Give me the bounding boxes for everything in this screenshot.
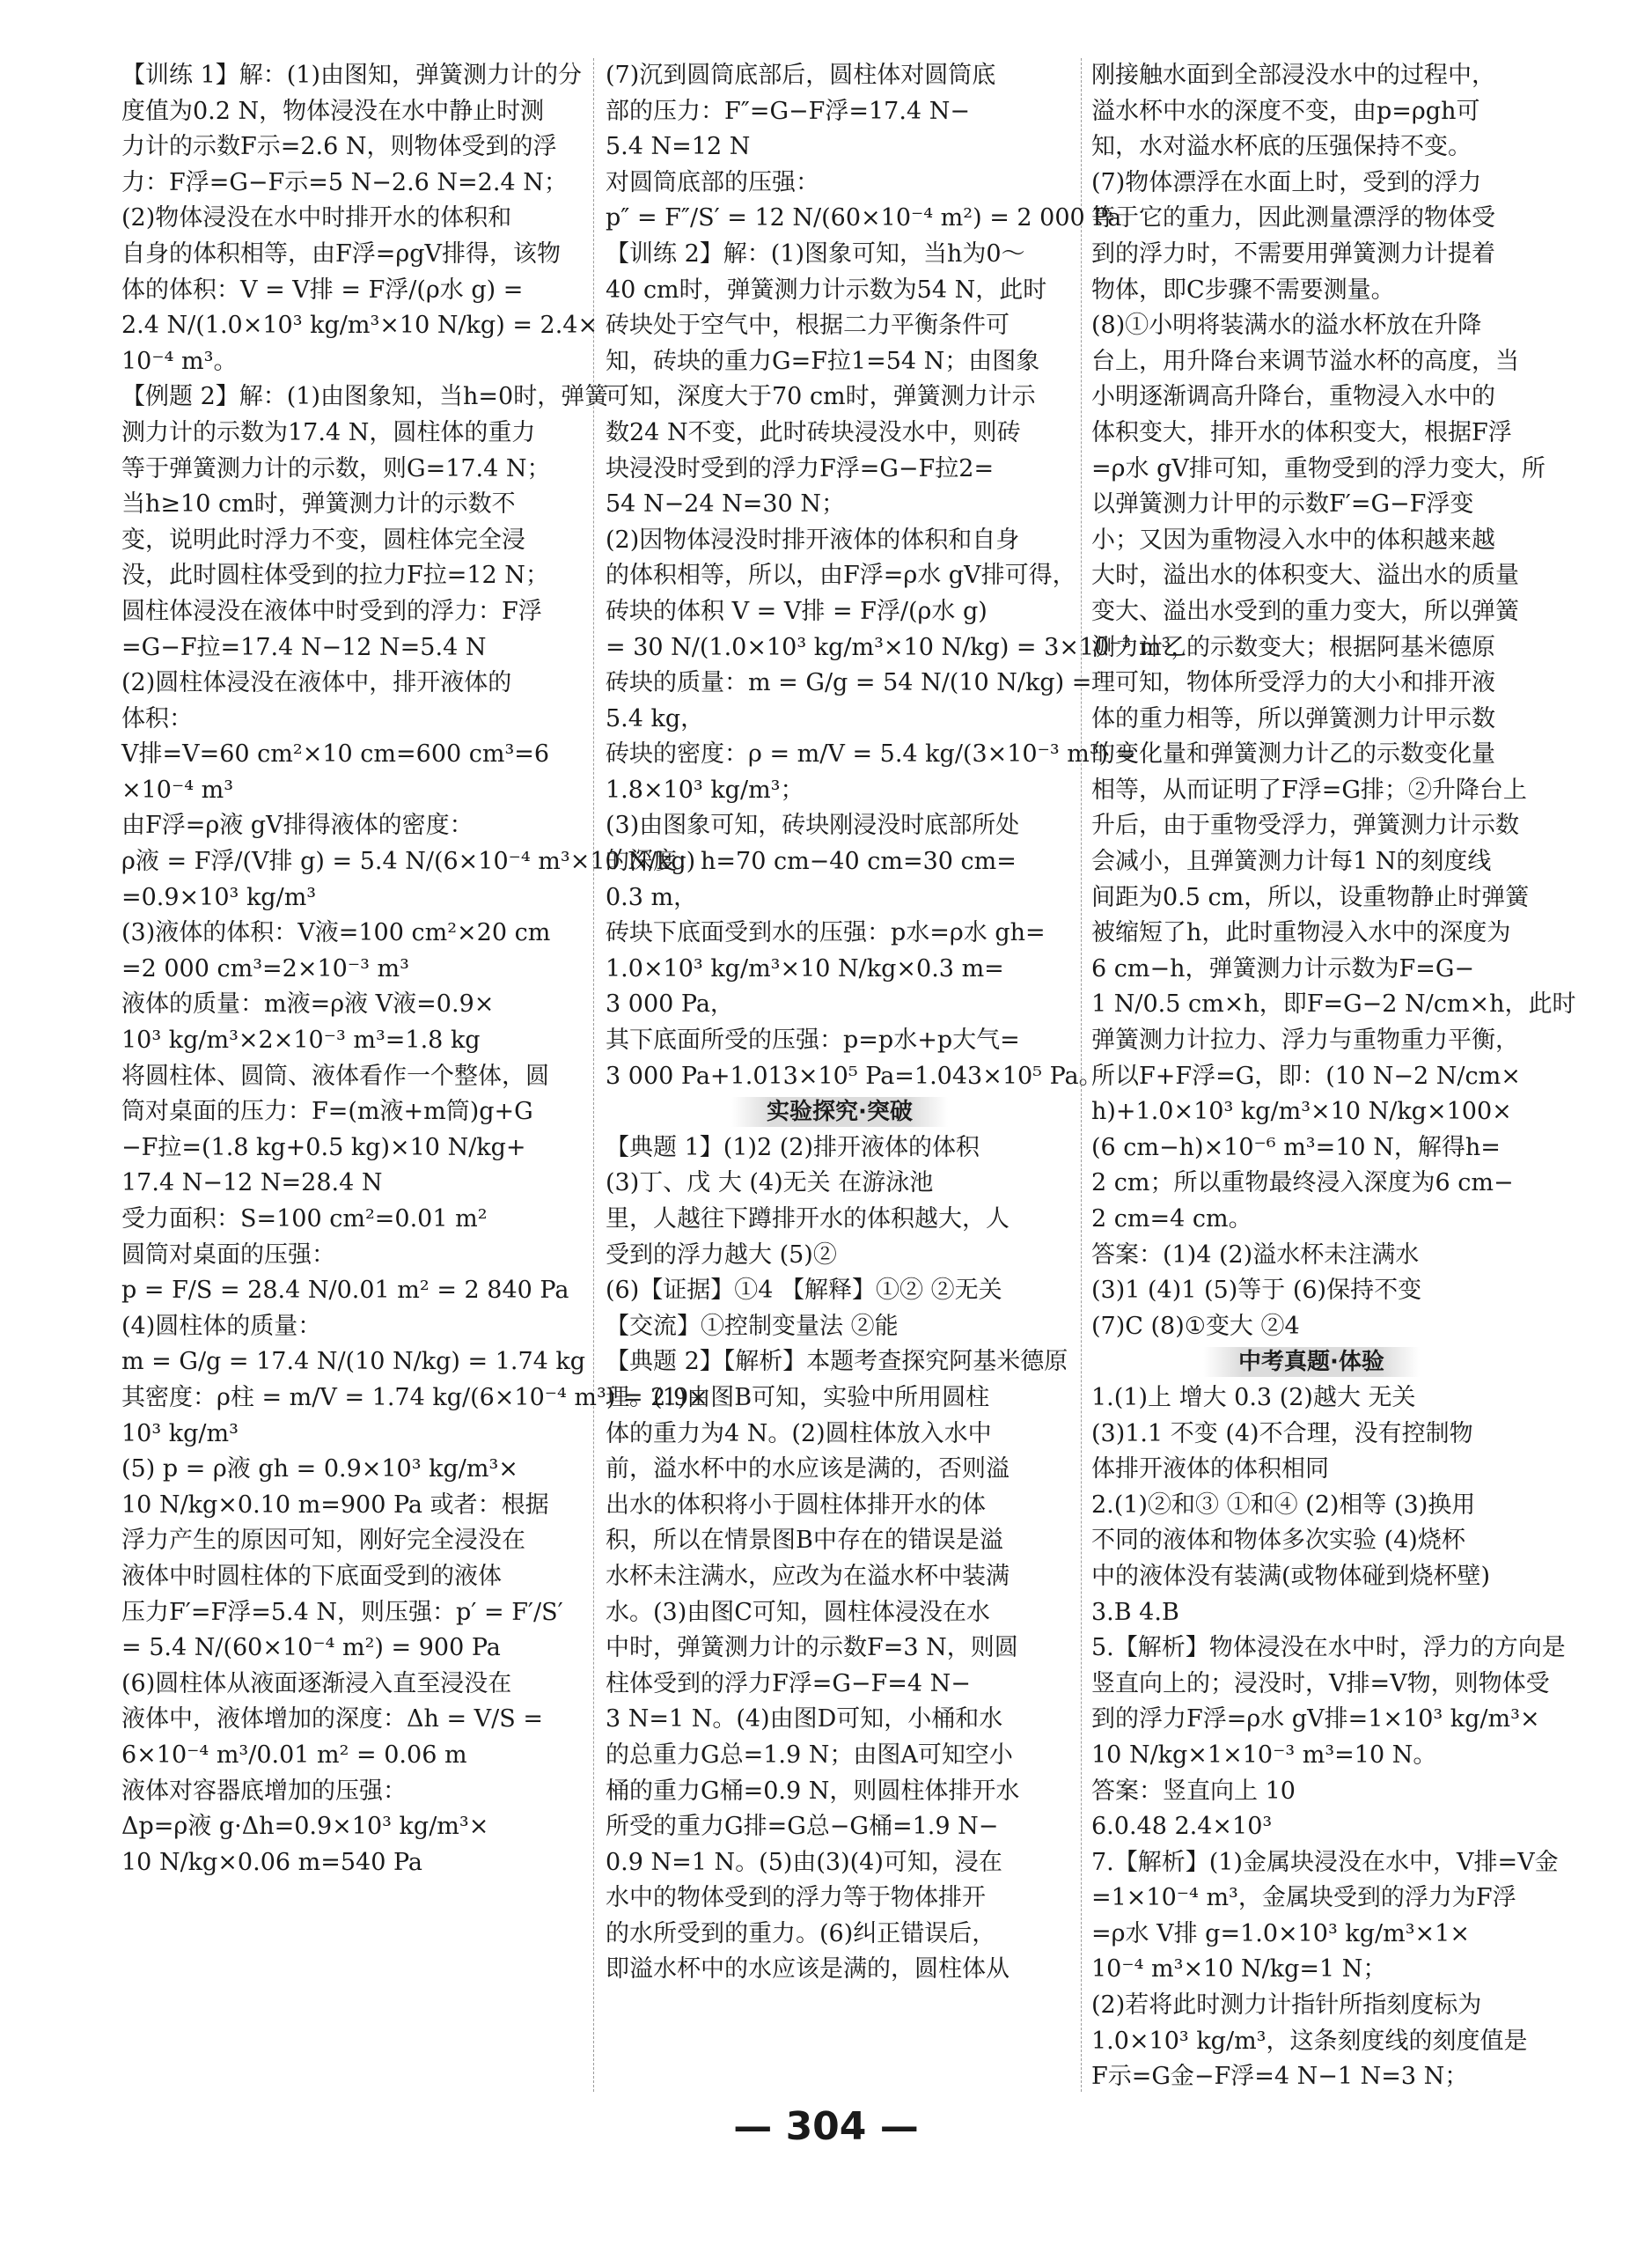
text-line: (2)若将此时测力计指针所指刻度标为 xyxy=(1091,1991,1482,2020)
section-header-exam xyxy=(1091,1344,1531,1380)
text-line: 54 N−24 N=30 N； xyxy=(606,490,845,519)
column-3-exam-answers xyxy=(1091,1380,1566,2095)
text-line: 升后，由于重物受浮力，弹簧测力计示数 xyxy=(1091,812,1519,840)
text-line: 5.4 kg， xyxy=(606,704,705,732)
text-line: 中时，弹簧测力计的示数F=3 N，则圆 xyxy=(606,1634,1018,1662)
text-line: ×10⁻⁴ m³ xyxy=(121,776,234,804)
text-line: 砖块处于空气中，根据二力平衡条件可 xyxy=(606,312,1010,340)
text-line: 1.0×10³ kg/m³，这条刻度线的刻度值是 xyxy=(1091,2027,1528,2055)
text-line: 圆柱体浸没在液体中时受到的浮力：F浮 xyxy=(121,597,542,625)
text-line: 10³ kg/m³ xyxy=(121,1419,239,1447)
text-line: (8)①小明将装满水的溢水杯放在升降 xyxy=(1091,312,1482,340)
text-line: 所受的重力G排=G总−G桶=1.9 N− xyxy=(606,1813,999,1841)
text-line: (3)由图象可知，砖块刚浸没时底部所处 xyxy=(606,812,1020,840)
text-line: 变，说明此时浮力不变，圆柱体完全浸 xyxy=(121,526,525,554)
text-line: 答案：竖直向上 10 xyxy=(1091,1777,1296,1805)
text-line: 的水所受到的重力。(6)纠正错误后， xyxy=(606,1919,996,1947)
text-line: 10⁻⁴ m³。 xyxy=(121,347,238,375)
text-line: 知，砖块的重力G=F拉1=54 N；由图象 xyxy=(606,347,1040,375)
text-line: = 5.4 N/(60×10⁻⁴ m²) = 900 Pa xyxy=(121,1634,501,1662)
section-title-exam: 中考真题·体验 xyxy=(1203,1347,1420,1377)
text-line: 竖直向上的；浸没时，V排=V物，则物体受 xyxy=(1091,1669,1550,1697)
text-line: (3)1 (4)1 (5)等于 (6)保持不变 xyxy=(1091,1277,1422,1305)
text-line: (4)圆柱体的质量： xyxy=(121,1312,322,1340)
text-line: 柱体受到的浮力F浮=G−F=4 N− xyxy=(606,1669,971,1697)
text-line: 水中的物体受到的浮力等于物体排开 xyxy=(606,1884,986,1912)
column-2-solutions xyxy=(606,58,1195,1094)
text-line: h)+1.0×10³ kg/m³×10 N/kg×100× xyxy=(1091,1098,1512,1126)
text-line: 不同的液体和物体多次实验 (4)烧杯 xyxy=(1091,1527,1465,1555)
text-line: 砖块的质量：m = G/g = 54 N/(10 N/kg) = xyxy=(606,669,1092,697)
text-line: 桶的重力G桶=0.9 N，则圆柱体排开水 xyxy=(606,1777,1020,1805)
text-line: 水。(3)由图C可知，圆柱体浸没在水 xyxy=(606,1598,990,1626)
text-line: 10 N/kg×0.06 m=540 Pa xyxy=(121,1848,423,1876)
text-line: 水杯未注满水，应改为在溢水杯中装满 xyxy=(606,1562,1010,1590)
text-line: 变大、溢出水受到的重力变大，所以弹簧 xyxy=(1091,597,1519,625)
column-2-experiments xyxy=(606,1130,1074,1988)
text-line: 知，水对溢水杯底的压强保持不变。 xyxy=(1091,133,1472,161)
text-line: V排=V=60 cm²×10 cm=600 cm³=6 xyxy=(121,740,550,769)
column-3 xyxy=(1091,58,1576,2095)
text-line: 液体中时圆柱体的下底面受到的液体 xyxy=(121,1562,502,1590)
text-line: (6)圆柱体从液面逐渐浸入直至浸没在 xyxy=(121,1669,512,1697)
text-line: 物体，即C步骤不需要测量。 xyxy=(1091,276,1395,304)
text-line: 体的体积：V = V排 = F浮/(ρ水 g) = xyxy=(121,276,524,304)
text-line: 等于它的重力，因此测量漂浮的物体受 xyxy=(1091,204,1495,232)
text-line: 块浸没时受到的浮力F浮=G−F拉2= xyxy=(606,454,995,482)
text-line: 7.【解析】(1)金属块浸没在水中，V排=V金 xyxy=(1091,1848,1559,1876)
text-line: 【训练 1】解：(1)由图知，弹簧测力计的分 xyxy=(121,62,583,89)
text-line: 圆筒对桌面的压强： xyxy=(121,1240,335,1269)
text-line: 到的浮力时，不需要用弹簧测力计提着 xyxy=(1091,239,1495,268)
text-line: (3)丁、戊 大 (4)无关 在游泳池 xyxy=(606,1169,934,1197)
text-line: 1.8×10³ kg/m³； xyxy=(606,776,804,804)
text-line: 1.0×10³ kg/m³×10 N/kg×0.3 m= xyxy=(606,954,1004,983)
text-line: 数24 N不变，此时砖块浸没水中，则砖 xyxy=(606,418,1021,446)
column-3-solutions xyxy=(1091,58,1576,1344)
text-line: 相等，从而证明了F浮=G排；②升降台上 xyxy=(1091,776,1527,804)
text-line: 自身的体积相等，由F浮=ρgV排得，该物 xyxy=(121,239,562,268)
text-line: 间距为0.5 cm，所以，设重物静止时弹簧 xyxy=(1091,883,1530,911)
text-line: 浮力产生的原因可知，刚好完全浸没在 xyxy=(121,1527,525,1555)
text-line: 1 N/0.5 cm×h，即F=G−2 N/cm×h，此时 xyxy=(1091,990,1576,1019)
text-line: 2.(1)②和③ ①和④ (2)相等 (3)换用 xyxy=(1091,1491,1476,1519)
text-line: 体的重力为4 N。(2)圆柱体放入水中 xyxy=(606,1419,992,1447)
text-line: 受力面积：S=100 cm²=0.01 m² xyxy=(121,1205,488,1233)
text-line: (2)圆柱体浸没在液体中，排开液体的 xyxy=(121,669,512,697)
text-line: 可知，深度大于70 cm时，弹簧测力计示 xyxy=(606,383,1036,411)
text-line: 测力计乙的示数变大；根据阿基米德原 xyxy=(1091,633,1495,661)
text-line: =2 000 cm³=2×10⁻³ m³ xyxy=(121,954,409,983)
text-line: 液体的质量：m液=ρ液 V液=0.9× xyxy=(121,990,495,1019)
text-line: 10³ kg/m³×2×10⁻³ m³=1.8 kg xyxy=(121,1027,481,1055)
text-line: 的变化量和弹簧测力计乙的示数变化量 xyxy=(1091,740,1495,769)
text-line: 所以F+F浮=G，即：(10 N−2 N/cm× xyxy=(1091,1062,1521,1090)
text-line: 刚接触水面到全部浸没水中的过程中， xyxy=(1091,62,1495,89)
text-line: 筒对桌面的压力：F=(m液+m筒)g+G xyxy=(121,1098,533,1126)
text-line: 答案：(1)4 (2)溢水杯未注满水 xyxy=(1091,1240,1420,1269)
text-line: 体积： xyxy=(121,704,193,732)
text-line: 3 N=1 N。(4)由图D可知，小桶和水 xyxy=(606,1705,1003,1733)
text-line: p = F/S = 28.4 N/0.01 m² = 2 840 Pa xyxy=(121,1277,569,1305)
text-line: 前，溢水杯中的水应该是满的，否则溢 xyxy=(606,1455,1010,1483)
text-line: 6 cm−h，弹簧测力计示数为F=G− xyxy=(1091,954,1475,983)
text-line: 出水的体积将小于圆柱体排开水的体 xyxy=(606,1491,986,1519)
text-line: 力计的示数F示=2.6 N，则物体受到的浮 xyxy=(121,133,557,161)
text-line: 其下底面所受的压强：p=p水+p大气= xyxy=(606,1027,1020,1055)
section-title-experiment: 实验探究·突破 xyxy=(731,1097,948,1127)
text-line: 17.4 N−12 N=28.4 N xyxy=(121,1169,383,1197)
text-line: 中的液体没有装满(或物体碰到烧杯壁) xyxy=(1091,1562,1491,1590)
text-line: 3 000 Pa+1.013×10⁵ Pa=1.043×10⁵ Pa。 xyxy=(606,1062,1103,1090)
text-line: (7)物体漂浮在水面上时，受到的浮力 xyxy=(1091,168,1482,196)
text-line: 理。(1)由图B可知，实验中所用圆柱 xyxy=(606,1383,990,1411)
text-line: 液体中，液体增加的深度：Δh = V/S = xyxy=(121,1705,543,1733)
page-number: — 304 — xyxy=(733,2104,919,2149)
text-line: 小；又因为重物浸入水中的体积越来越 xyxy=(1091,526,1495,554)
text-line: (7)C (8)①变大 ②4 xyxy=(1091,1312,1300,1340)
text-line: (7)沉到圆筒底部后，圆柱体对圆筒底 xyxy=(606,62,996,89)
text-line: =G−F拉=17.4 N−12 N=5.4 N xyxy=(121,633,487,661)
text-line: 砖块的体积 V = V排 = F浮/(ρ水 g) xyxy=(606,597,988,625)
text-line: ρ液 = F浮/(V排 g) = 5.4 N/(6×10⁻⁴ m³×10 N/kg) xyxy=(121,848,696,876)
text-line: (6)【证据】①4 【解释】①② ②无关 xyxy=(606,1277,1002,1305)
text-line: 力：F浮=G−F示=5 N−2.6 N=2.4 N； xyxy=(121,168,568,196)
text-line: 测力计的示数为17.4 N，圆柱体的重力 xyxy=(121,418,536,446)
text-line: (2)物体浸没在水中时排开水的体积和 xyxy=(121,204,512,232)
text-line: 弹簧测力计拉力、浮力与重物重力平衡， xyxy=(1091,1027,1519,1055)
text-line: 的深度：h=70 cm−40 cm=30 cm= xyxy=(606,848,1017,876)
text-line: 的总重力G总=1.9 N；由图A可知空小 xyxy=(606,1741,1013,1769)
text-line: 体的重力相等，所以弹簧测力计甲示数 xyxy=(1091,704,1495,732)
text-line: 大时，溢出水的体积变大、溢出水的质量 xyxy=(1091,562,1519,590)
text-line: 【交流】①控制变量法 ②能 xyxy=(606,1312,899,1340)
text-line: 砖块下底面受到水的压强：p水=ρ水 gh= xyxy=(606,919,1046,947)
text-line: 部的压力：F″=G−F浮=17.4 N− xyxy=(606,97,970,125)
text-line: =ρ水 V排 g=1.0×10³ kg/m³×1× xyxy=(1091,1919,1470,1947)
text-line: 2 cm；所以重物最终浸入深度为6 cm− xyxy=(1091,1169,1514,1197)
text-line: 会减小，且弹簧测力计每1 N的刻度线 xyxy=(1091,848,1492,876)
text-line: 没，此时圆柱体受到的拉力F拉=12 N； xyxy=(121,562,549,590)
text-line: 小明逐渐调高升降台，重物浸入水中的 xyxy=(1091,383,1495,411)
text-line: 里，人越往下蹲排开水的体积越大，人 xyxy=(606,1205,1010,1233)
text-line: = 30 N/(1.0×10³ kg/m³×10 N/kg) = 3×10⁻³ m³， xyxy=(606,633,1195,661)
text-line: 的体积相等，所以，由F浮=ρ水 gV排可得， xyxy=(606,562,1076,590)
text-line: 3 000 Pa， xyxy=(606,990,734,1019)
text-line: 理可知，物体所受浮力的大小和排开液 xyxy=(1091,669,1495,697)
text-line: 【例题 2】解：(1)由图象知，当h=0时，弹簧 xyxy=(121,383,609,411)
text-line: 以弹簧测力计甲的示数F′=G−F浮变 xyxy=(1091,490,1474,519)
text-line: 溢水杯中水的深度不变，由p=ρgh可 xyxy=(1091,97,1480,125)
text-line: 当h≥10 cm时，弹簧测力计的示数不 xyxy=(121,490,516,519)
text-line: 受到的浮力越大 (5)② xyxy=(606,1240,837,1269)
text-line: =ρ水 gV排可知，重物受到的浮力变大，所 xyxy=(1091,454,1546,482)
text-line: 将圆柱体、圆筒、液体看作一个整体，圆 xyxy=(121,1062,549,1090)
section-header-experiment xyxy=(606,1094,1074,1130)
text-line: 台上，用升降台来调节溢水杯的高度，当 xyxy=(1091,347,1519,375)
text-line: F示=G金−F浮=4 N−1 N=3 N； xyxy=(1091,2063,1469,2091)
text-line: 【训练 2】解：(1)图象可知，当h为0～ xyxy=(606,239,1025,268)
text-line: 10⁻⁴ m³×10 N/kg=1 N； xyxy=(1091,1955,1387,1984)
text-line: 5.4 N=12 N xyxy=(606,133,751,161)
text-line: Δp=ρ液 g·Δh=0.9×10³ kg/m³× xyxy=(121,1813,489,1841)
text-line: 0.9 N=1 N。(5)由(3)(4)可知，浸在 xyxy=(606,1848,1002,1876)
text-line: 即溢水杯中的水应该是满的，圆柱体从 xyxy=(606,1955,1010,1984)
text-line: 2 cm=4 cm。 xyxy=(1091,1205,1252,1233)
text-line: m = G/g = 17.4 N/(10 N/kg) = 1.74 kg xyxy=(121,1348,586,1376)
text-line: (6 cm−h)×10⁻⁶ m³=10 N，解得h= xyxy=(1091,1133,1501,1161)
text-line: 砖块的密度：ρ = m/V = 5.4 kg/(3×10⁻³ m³) = xyxy=(606,740,1136,769)
text-line: =0.9×10³ kg/m³ xyxy=(121,883,317,911)
text-line: 液体对容器底增加的压强： xyxy=(121,1777,407,1805)
text-line: 度值为0.2 N，物体浸没在水中静止时测 xyxy=(121,97,545,125)
text-line: (3)液体的体积：V液=100 cm²×20 cm xyxy=(121,919,551,947)
text-line: 40 cm时，弹簧测力计示数为54 N，此时 xyxy=(606,276,1047,304)
text-line: 积，所以在情景图B中存在的错误是溢 xyxy=(606,1527,1003,1555)
text-line: 6×10⁻⁴ m³/0.01 m² = 0.06 m xyxy=(121,1741,467,1769)
text-line: 到的浮力F浮=ρ水 gV排=1×10³ kg/m³× xyxy=(1091,1705,1540,1733)
column-divider-1 xyxy=(593,58,594,2092)
text-line: 10 N/kg×1×10⁻³ m³=10 N。 xyxy=(1091,1741,1437,1769)
text-line: −F拉=(1.8 kg+0.5 kg)×10 N/kg+ xyxy=(121,1133,526,1161)
text-line: 对圆筒底部的压强： xyxy=(606,168,819,196)
text-line: 【典题 2】【解析】本题考查探究阿基米德原 xyxy=(606,1348,1068,1376)
text-line: p″ = F″/S′ = 12 N/(60×10⁻⁴ m²) = 2 000 Pa xyxy=(606,204,1122,232)
text-line: 1.(1)上 增大 0.3 (2)越大 无关 xyxy=(1091,1383,1416,1411)
text-line: (5) p = ρ液 gh = 0.9×10³ kg/m³× xyxy=(121,1455,518,1483)
text-line: (3)1.1 不变 (4)不合理，没有控制物 xyxy=(1091,1419,1473,1447)
text-line: 被缩短了h，此时重物浸入水中的深度为 xyxy=(1091,919,1511,947)
text-line: 由F浮=ρ液 gV排得液体的密度： xyxy=(121,812,474,840)
text-line: 6.0.48 2.4×10³ xyxy=(1091,1813,1273,1841)
text-line: 10 N/kg×0.10 m=900 Pa 或者：根据 xyxy=(121,1491,549,1519)
text-line: 0.3 m， xyxy=(606,883,698,911)
text-line: 体排开液体的体积相同 xyxy=(1091,1455,1329,1483)
text-line: 等于弹簧测力计的示数，则G=17.4 N； xyxy=(121,454,551,482)
text-line: 其密度：ρ柱 = m/V = 1.74 kg/(6×10⁻⁴ m³) = 2.9× xyxy=(121,1383,709,1411)
text-line: 体积变大，排开水的体积变大，根据F浮 xyxy=(1091,418,1512,446)
text-line: 压力F′=F浮=5.4 N，则压强：p′ = F′/S′ xyxy=(121,1598,563,1626)
text-line: 【典题 1】(1)2 (2)排开液体的体积 xyxy=(606,1133,980,1161)
text-line: 2.4 N/(1.0×10³ kg/m³×10 N/kg) = 2.4× xyxy=(121,312,598,340)
text-line: =1×10⁻⁴ m³，金属块受到的浮力为F浮 xyxy=(1091,1884,1516,1912)
text-line: (2)因物体浸没时排开液体的体积和自身 xyxy=(606,526,1020,554)
text-line: 3.B 4.B xyxy=(1091,1598,1179,1626)
text-line: 5.【解析】物体浸没在水中时，浮力的方向是 xyxy=(1091,1634,1566,1662)
